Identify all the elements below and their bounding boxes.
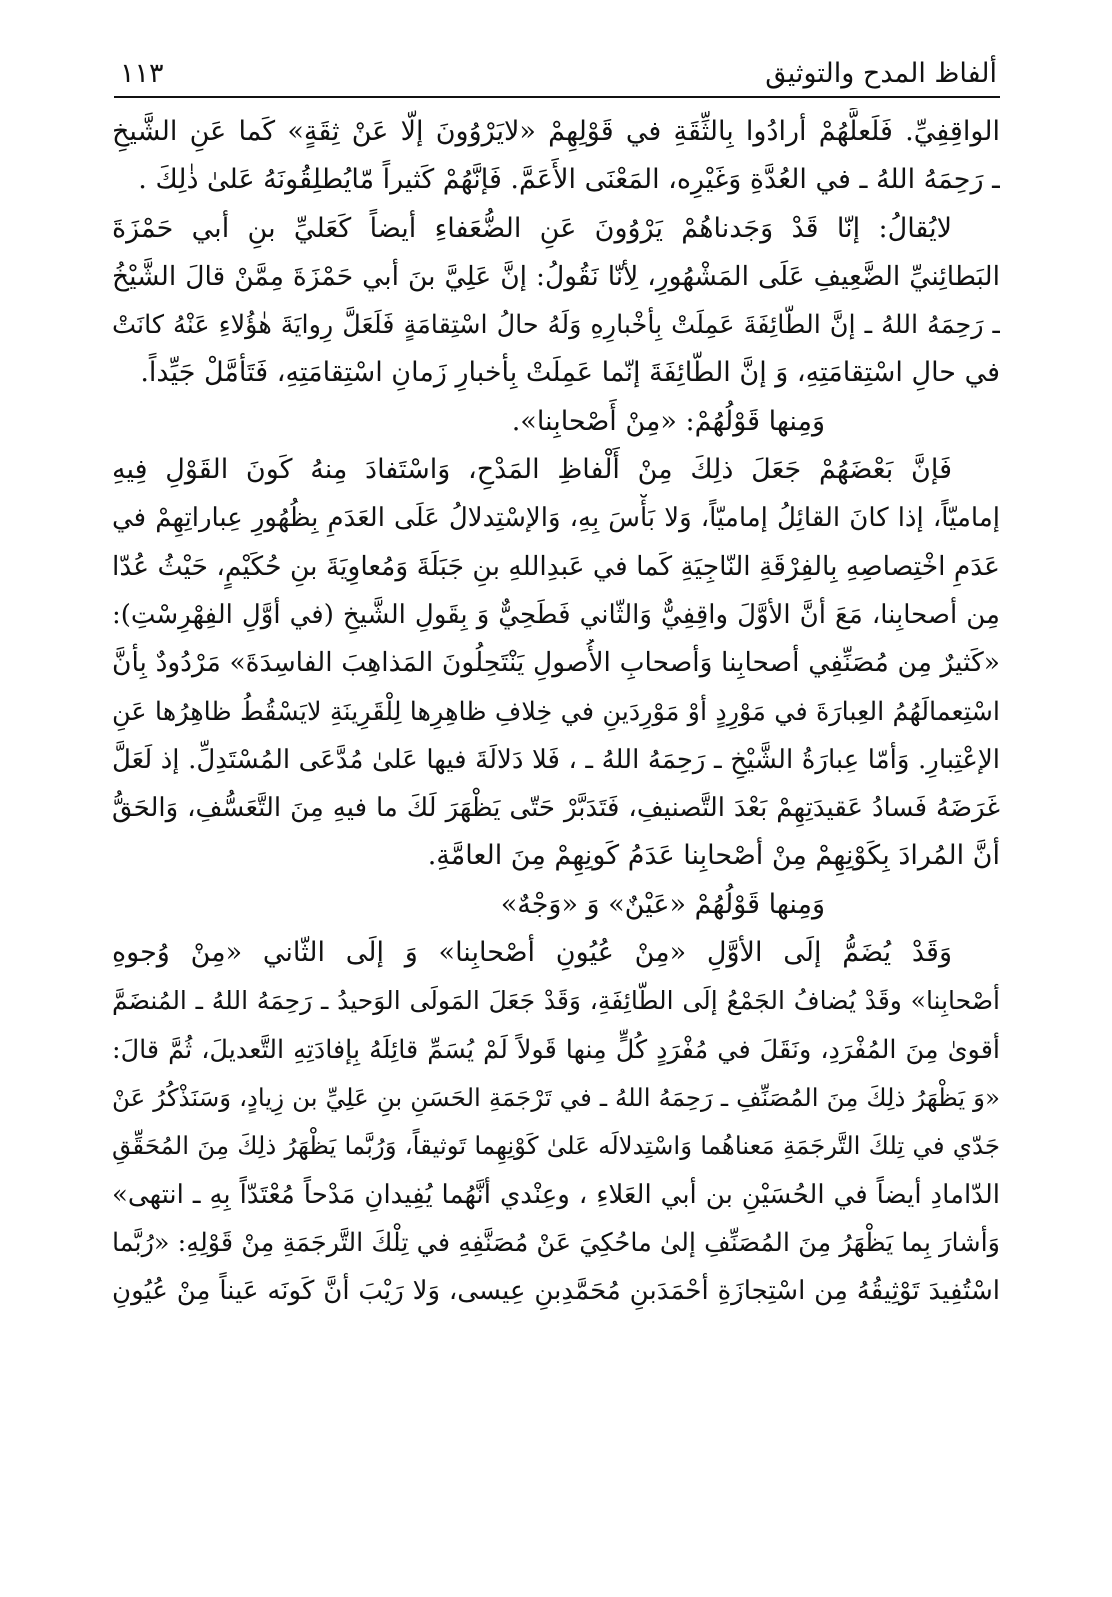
text-line: الدّامادِ أيضاً في الحُسَيْنِ بن أبي العَلاءِ ، وعِنْدي أنَّهُما يُفِيدانِ مَدْحاً مُعْتَدّاً بِهِ ـ انتهى»	[112, 1179, 1000, 1210]
running-head	[120, 52, 997, 92]
header-rule	[114, 96, 1000, 98]
text-line: وَقَدْ يُضَمُّ إلَى الأوَّلِ «مِنْ عُيُونِ أصْحابِنا» وَ إلَى الثّاني «مِنْ وُجوهِ	[112, 937, 952, 969]
text-line: ـ رَحِمَهُ اللهُ ـ إنَّ الطّائِفَةَ عَمِلَتْ بِأخْبارِهِ وَلَهُ حالُ اسْتِقامَةٍ فَلَعَلَّ رِوايَةَ هٰؤُلاءِ عَنْهُ كانَتْ	[112, 310, 1000, 341]
page-number: ١١٣	[120, 58, 164, 89]
text-line: «وَ يَظْهَرُ ذلِكَ مِنَ المُصَنِّفِ ـ رَحِمَهُ اللهُ ـ في تَرْجَمَةِ الحَسَنِ بنِ عَلِيِّ بن زِيادٍ، وَسَنَذْكُرُ عَنْ	[112, 1082, 1000, 1112]
text-line: مِن أصحابِنا، مَعَ أنَّ الأوَّلَ واقِفِيٌّ وَالثّاني فَطَحِيٌّ وَ بِقَولِ الشَّيخِ (في أوَّلِ الفِهْرِسْتِ):	[112, 599, 1000, 630]
text-line: جَدّي في تِلكَ التَّرجَمَةِ مَعناهُما وَاسْتِدلالَه عَلىٰ كَوْنِهِما تَوثيقاً، وَرُبَّما يَظْهَرُ ذلِكَ مِنَ المُحَقِّقِ	[112, 1131, 1000, 1161]
text-line: «كَثيرٌ مِن مُصَنِّفِي أصحابِنا وَأصحابِ الأُصولِ يَنْتَحِلُونَ المَذاهِبَ الفاسِدَةَ» مَرْدُودٌ بِأنَّ	[112, 647, 1000, 679]
text-line: الواقِفِيِّ. فَلَعلَّهُمْ أرادُوا بِالثِّقَةِ في قَوْلِهِمْ «لايَرْوُونَ إلّا عَنْ ثِقَةٍ» كَما عَنِ الشَّيخِ	[112, 116, 1000, 147]
text-line: البَطائِنيِّ الضَّعِيفِ عَلَى المَشْهُورِ، لِأنّا نَقُولُ: إنَّ عَلِيَّ بنَ أبي حَمْزَةَ مِمَّنْ قالَ الشَّيْخُ	[112, 260, 1000, 292]
section-heading: وَمِنها قَوْلُهُمْ: «مِنْ أَصْحابِنا».	[511, 405, 825, 437]
text-line: غَرَضَهُ فَسادُ عَقيدَتِهِمْ بَعْدَ التَّصنيفِ، فَتَدَبَّرْ حَتّى يَظْهَرَ لَكَ ما فيهِ مِنَ التَّعَسُّفِ، وَالحَقُّ	[112, 793, 1000, 824]
text-line: لايُقالُ: إنّا قَدْ وَجَدناهُمْ يَرْوُونَ عَنِ الضُّعَفاءِ أيضاً كَعَليِّ بنِ أبي حَمْزَةَ	[112, 212, 952, 244]
text-line: ـ رَحِمَهُ اللهُ ـ في العُدَّةِ وَغَيْرِه، المَعْنَى الأَعَمَّ. فَإنَّهُمْ كَثيراً مّايُطلِقُونَهُ عَلىٰ ذٰلِكَ .	[138, 164, 1000, 196]
text-line: فَإنَّ بَعْضَهُمْ جَعَلَ ذلِكَ مِنْ أَلْفاظِ المَدْحِ، وَاسْتَفادَ مِنهُ كَونَ القَوْلِ فِيهِ	[112, 454, 952, 486]
text-line: أقوىٰ مِنَ المُفْرَدِ، ونَقَلَ في مُفْرَدٍ كُلٍّ مِنها قَولاً لَمْ يُسَمِّ قائِلَهُ بِإفادَتِهِ التَّعديلَ، ثُمَّ قالَ:	[112, 1034, 1000, 1065]
text-line: إماميّاً، إذا كانَ القائِلُ إماميّاً، وَلا بَأْسَ بِهِ، وَالإسْتِدلالُ عَلَى العَدَمِ بِظُهُورِ عِباراتِهِمْ في	[112, 503, 1000, 534]
section-heading: وَمِنها قَوْلُهُمْ «عَيْنٌ» وَ «وَجْهٌ»	[500, 888, 825, 920]
text-line: في حالِ اسْتِقامَتِهِ، وَ إنَّ الطّائِفَةَ إنّما عَمِلَتْ بِأخبارِ زَمانِ اسْتِقامَتِهِ، فَتَأمَّلْ جَيِّداً.	[140, 357, 1000, 389]
text-line: أصْحابِنا» وقَدْ يُضافُ الجَمْعُ إلَى الطّائِفَةِ، وَقَدْ جَعَلَ المَولَى الوَحيدُ ـ رَحِمَهُ اللهُ ـ المُنضَمَّ	[112, 986, 1000, 1016]
text-line: الإعْتِبارِ. وَأمّا عِبارَةُ الشَّيْخِ ـ رَحِمَهُ اللهُ ـ ، فَلا دَلالَةَ فيها عَلىٰ مُدَّعَى المُسْتَدِلِّ. إذ لَعَلَّ	[112, 744, 1000, 775]
text-line: اسْتِعمالَهُمُ العِبارَةَ في مَوْرِدٍ أوْ مَوْرِدَينِ في خِلافِ ظاهِرِها لِلْقَرِينَةِ لايَسْقُطُ ظاهِرُها عَنِ	[112, 696, 1000, 727]
body-text	[112, 108, 1000, 1315]
text-line: وَأشارَ بِما يَظْهَرُ مِنَ المُصَنِّفِ إلىٰ ماحُكِيَ عَنْ مُصَنَّفِهِ في تِلْكَ التَّرجَمَةِ مِنْ قَوْلِهِ: «رُبَّما	[112, 1227, 1000, 1258]
text-line: أنَّ المُرادَ بِكَوْنِهِمْ مِنْ أصْحابِنا عَدَمُ كَونِهِمْ مِنَ العامَّةِ.	[427, 840, 1000, 872]
text-line: اسْتُفِيدَ تَوْثِيقُهُ مِن اسْتِجازَةِ أحْمَدَبنِ مُحَمَّدِبنِ عِيسى، وَلا رَيْبَ أنَّ كَونَه عَيناً مِنْ عُيُونِ	[112, 1276, 1000, 1307]
text-line: عَدَمِ اخْتِصاصِهِ بِالفِرْقَةِ النّاجِيَةِ كَما في عَبدِاللهِ بنِ جَبَلَةَ وَمُعاوِيَةَ بنِ حُكَيْمٍ، حَيْثُ عُدّا	[112, 550, 1000, 582]
running-title: ألفاظ المدح والتوثيق	[765, 58, 997, 89]
